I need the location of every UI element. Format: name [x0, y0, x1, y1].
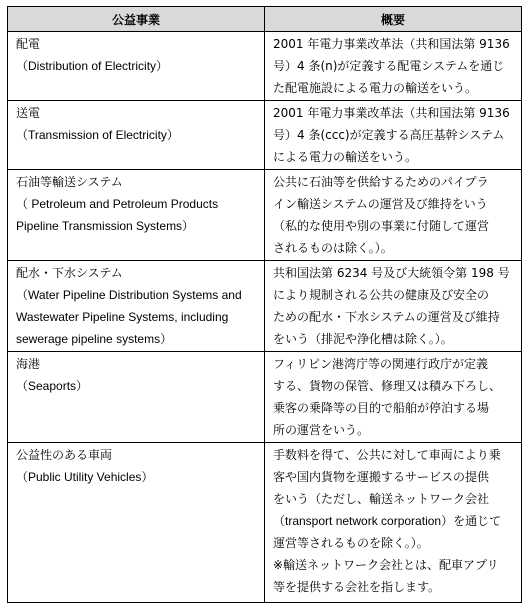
utility-name-en: Pipeline Transmission Systems）	[16, 219, 195, 233]
table-row	[8, 352, 522, 443]
utility-name-en: Wastewater Pipeline Systems, including	[16, 310, 229, 324]
description-line: 共和国法第 6234 号及び大統領令第 198 号	[273, 266, 510, 280]
utility-description-cell	[265, 352, 522, 443]
description-line: 運営等されるものを除く。）。	[273, 536, 429, 550]
utility-name-jp: 配水・下水システム	[16, 266, 123, 280]
description-line: をいう（排泥や浄化槽は除く。）。	[273, 332, 453, 346]
utility-description-cell	[265, 170, 522, 261]
utility-name-cell	[8, 352, 265, 443]
description-line: フィリピン港湾庁等の関連行政庁が定義	[273, 357, 489, 371]
header-public-utility: 公益事業	[8, 7, 265, 32]
utility-name-cell	[8, 170, 265, 261]
utility-name-en: sewerage pipeline systems）	[16, 332, 173, 346]
table-row	[8, 170, 522, 261]
table-row	[8, 32, 522, 101]
description-line: イン輸送システムの運営及び維持をいう	[273, 197, 488, 211]
description-line: 公共に石油等を供給するためのパイプラ	[273, 175, 489, 189]
description-line: による電力の輸送をいう。	[273, 150, 418, 164]
utility-name-jp: 公益性のある車両	[16, 448, 113, 462]
utility-name-jp: 海港	[16, 357, 41, 371]
utility-name-cell	[8, 32, 265, 101]
description-line: 手数料を得て、公共に対して車両により乗	[273, 448, 501, 462]
utility-description-cell	[265, 261, 522, 352]
description-line: をいう（ただし、輸送ネットワーク会社	[273, 492, 490, 506]
table-row	[8, 261, 522, 352]
utility-name-cell	[8, 443, 265, 603]
utility-name-jp: 石油等輸送システム	[16, 175, 123, 189]
description-line: 所の運営をいう。	[273, 423, 370, 437]
description-line: 2001 年電力事業改革法（共和国法第 9136	[273, 106, 510, 120]
description-note-line: 等を提供する会社を指します。	[273, 580, 441, 594]
description-line: 乗客の乗降等の目的で船舶が停泊する場	[273, 401, 490, 415]
description-line: た配電施設による電力の輸送をいう。	[273, 81, 478, 95]
table-header-row	[8, 7, 522, 32]
utility-name-en: （Seaports）	[16, 379, 89, 393]
utility-name-en: （Water Pipeline Distribution Systems and	[16, 288, 242, 302]
utility-description-cell	[265, 443, 522, 603]
utility-name-jp: 配電	[16, 37, 41, 51]
description-note-line: ※輸送ネットワーク会社とは、配車アプリ	[273, 558, 499, 572]
description-line: ための配水・下水システムの運営及び維持	[273, 310, 500, 324]
header-summary: 概要	[265, 7, 522, 32]
description-line: されるものは除く。）。	[273, 241, 393, 255]
utility-name-cell	[8, 101, 265, 170]
description-line: 客や国内貨物を運搬するサービスの提供	[273, 470, 490, 484]
description-line: （transport network corporation）を通じて	[273, 514, 502, 528]
utility-name-en: （Distribution of Electricity）	[16, 59, 169, 73]
utility-name-jp: 送電	[16, 106, 41, 120]
description-line: （私的な使用や別の事業に付随して運営	[273, 219, 490, 233]
description-line: により規制される公共の健康及び安全の	[273, 288, 490, 302]
description-line: 2001 年電力事業改革法（共和国法第 9136	[273, 37, 510, 51]
utility-name-en: （Transmission of Electricity）	[16, 128, 179, 142]
utility-name-en: （Public Utility Vehicles）	[16, 470, 154, 484]
table-row	[8, 443, 522, 603]
utility-table-container	[7, 6, 521, 603]
table-row	[8, 101, 522, 170]
utility-name-cell	[8, 261, 265, 352]
description-line: 号）4 条(ccc)が定義する高圧基幹システム	[273, 128, 505, 142]
utility-description-cell	[265, 32, 522, 101]
utility-description-cell	[265, 101, 522, 170]
description-line: 号）4 条(n)が定義する配電システムを通じ	[273, 59, 505, 73]
public-utility-table	[7, 6, 522, 603]
description-line: する、貨物の保管、修理又は積み下ろし、	[273, 379, 502, 393]
utility-name-en: （ Petroleum and Petroleum Products	[16, 197, 219, 211]
